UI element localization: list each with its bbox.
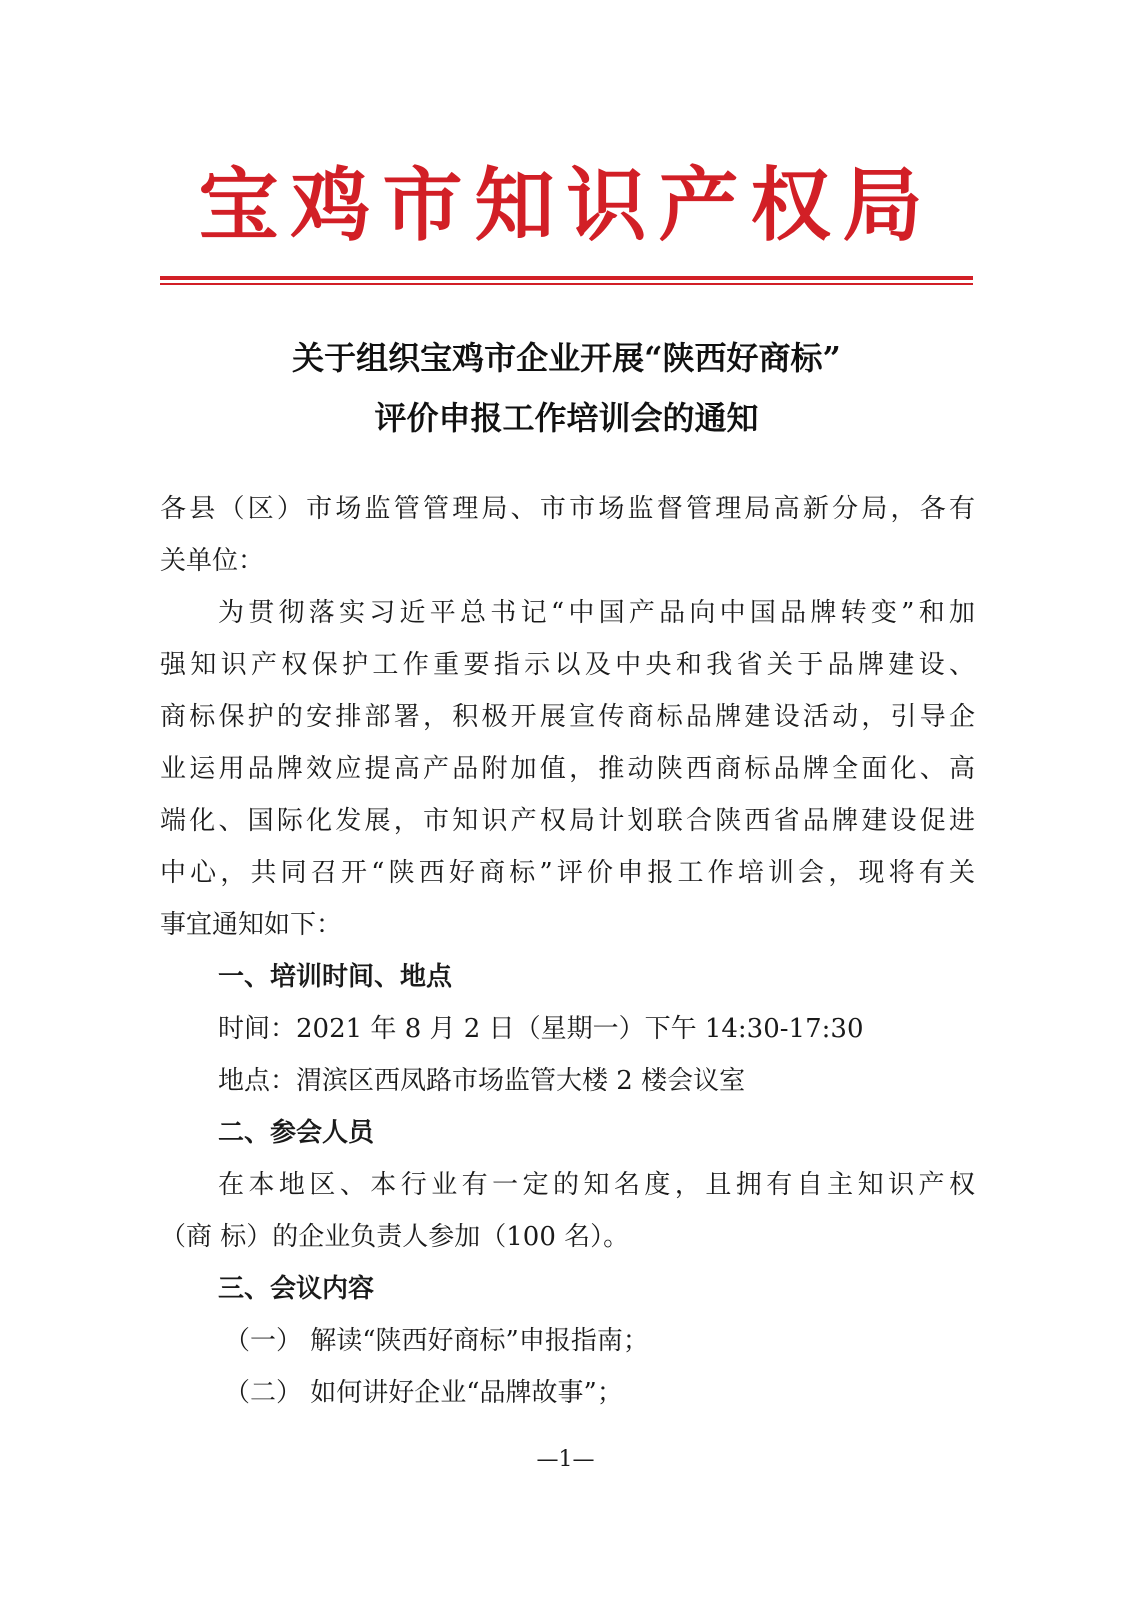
attendees-line-1: 在本地区、本行业有一定的知名度，且拥有自主知识产权 [218, 1170, 975, 1200]
section-heading-agenda: 三、会议内容 [218, 1274, 375, 1304]
meeting-time: 时间：2021 年 8 月 2 日（星期一）下午 14:30-17:30 [218, 1014, 864, 1044]
section-heading-attendees: 二、参会人员 [218, 1118, 375, 1148]
meeting-place: 地点：渭滨区西凤路市场监管大楼 2 楼会议室 [218, 1066, 746, 1096]
issuing-authority-header: 宝鸡市知识产权局 [198, 158, 935, 252]
agenda-item-1: （一） 解读“陕西好商标”申报指南； [224, 1326, 649, 1356]
intro-line-2: 强知识产权保护工作重要指示以及中央和我省关于品牌建设、 [160, 650, 975, 680]
agenda-item-2: （二） 如何讲好企业“品牌故事”； [224, 1378, 623, 1408]
intro-line-5: 端化、国际化发展，市知识产权局计划联合陕西省品牌建设促进 [160, 806, 975, 836]
red-separator-thin [160, 283, 973, 285]
document-title-line-1: 关于组织宝鸡市企业开展“陕西好商标” [292, 339, 841, 377]
intro-line-6: 中心，共同召开“陕西好商标”评价申报工作培训会，现将有关 [160, 858, 975, 888]
intro-line-4: 业运用品牌效应提高产品附加值，推动陕西商标品牌全面化、高 [160, 754, 975, 784]
intro-line-7: 事宜通知如下： [160, 910, 343, 940]
page-number: —1— [536, 1447, 595, 1472]
addressee-line-1: 各县（区）市场监管管理局、市市场监督管理局高新分局，各有 [160, 494, 975, 524]
addressee-line-2: 关单位： [160, 546, 265, 576]
intro-line-3: 商标保护的安排部署，积极开展宣传商标品牌建设活动，引导企 [160, 702, 975, 732]
document-title-line-2: 评价申报工作培训会的通知 [374, 399, 759, 437]
red-separator-thick [160, 276, 973, 280]
section-heading-time-place: 一、培训时间、地点 [218, 962, 453, 992]
attendees-line-2: （商 标）的企业负责人参加（100 名）。 [160, 1222, 630, 1252]
intro-line-1: 为贯彻落实习近平总书记“中国产品向中国品牌转变”和加 [218, 598, 975, 628]
